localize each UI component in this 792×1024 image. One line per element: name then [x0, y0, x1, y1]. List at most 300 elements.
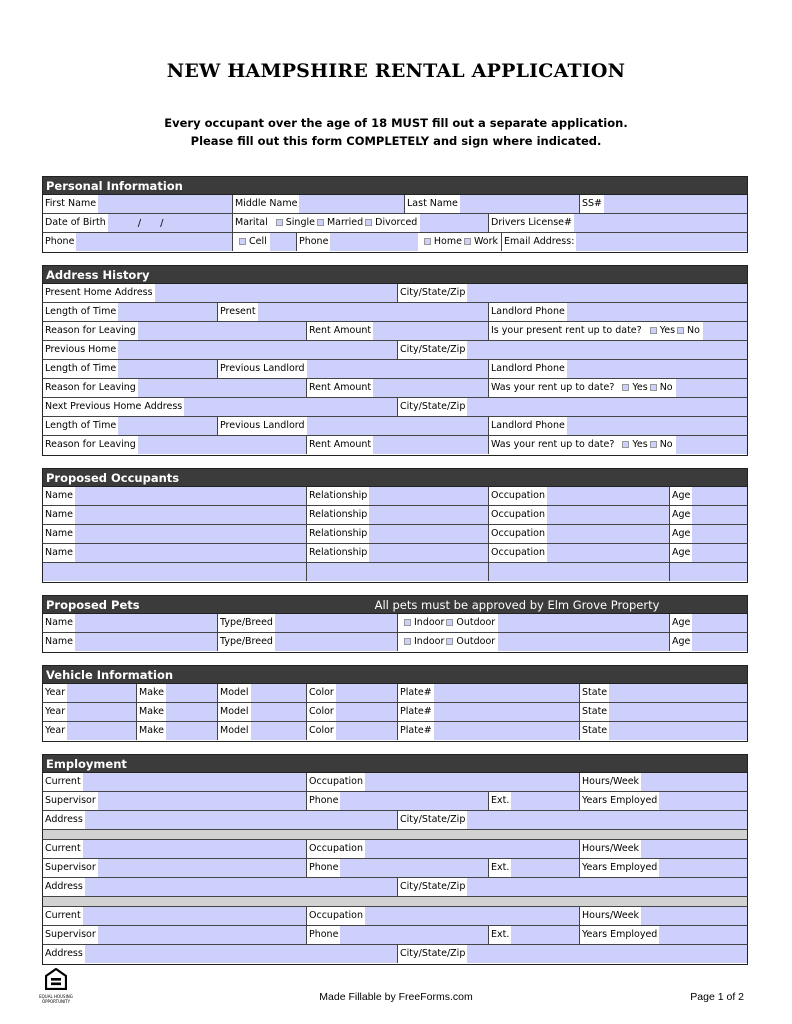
- input-field[interactable]: [434, 722, 579, 740]
- input-field[interactable]: [85, 945, 397, 963]
- field-supervisor: [43, 926, 306, 944]
- form-row: [42, 811, 748, 830]
- form-row: [42, 945, 748, 964]
- input-field[interactable]: [138, 436, 306, 454]
- field-blank: [43, 563, 306, 581]
- field-label: Length of Time: [43, 417, 118, 435]
- field-label: Length of Time: [43, 303, 118, 321]
- section-vehicle-information: [42, 665, 748, 742]
- input-field[interactable]: [75, 525, 306, 543]
- input-field[interactable]: [76, 233, 232, 251]
- form-row: [42, 195, 748, 214]
- field-cell: [232, 233, 296, 251]
- field-relationship: [306, 525, 488, 543]
- field-label: Was your rent up to date?: [489, 436, 616, 454]
- instruction-line-2: Please fill out this form COMPLETELY and sign where indicated.: [190, 134, 602, 148]
- field-is-your-present-rent-up-to-date: [488, 322, 747, 340]
- input-field[interactable]: [373, 379, 488, 397]
- field-label: Supervisor: [43, 926, 98, 944]
- field-label: City/State/Zip: [398, 284, 467, 302]
- input-field[interactable]: [511, 926, 579, 944]
- field-label: Make: [137, 684, 166, 702]
- input-field[interactable]: [498, 633, 669, 651]
- field-label: Year: [43, 703, 67, 721]
- field-ext: [488, 792, 579, 810]
- field-city-state-zip: [397, 811, 747, 829]
- field-type-breed: [217, 633, 397, 651]
- form-row: [42, 684, 748, 703]
- field-model: [217, 703, 306, 721]
- input-field[interactable]: [460, 195, 579, 213]
- checkbox-group: [270, 214, 421, 232]
- input-field[interactable]: [75, 506, 306, 524]
- checkbox-home[interactable]: [424, 238, 431, 245]
- input-field[interactable]: [609, 703, 747, 721]
- checkbox-label: Yes: [659, 325, 676, 336]
- field-label: Occupation: [489, 487, 547, 505]
- form-row: [42, 506, 748, 525]
- input-field[interactable]: [498, 614, 669, 632]
- field-label: Last Name: [405, 195, 460, 213]
- field-name: [43, 525, 306, 543]
- field-hours-week: [579, 907, 747, 925]
- form-row: [42, 487, 748, 506]
- input-field[interactable]: [118, 341, 397, 359]
- field-label: Date of Birth: [43, 214, 108, 232]
- checkbox-single[interactable]: [276, 219, 283, 226]
- input-field[interactable]: [369, 487, 488, 505]
- form-row: [42, 722, 748, 741]
- field-label: Model: [218, 684, 251, 702]
- input-field[interactable]: [576, 233, 747, 251]
- input-field[interactable]: [609, 722, 747, 740]
- field-label: Years Employed: [580, 792, 659, 810]
- input-field[interactable]: [670, 563, 747, 581]
- section-header: [42, 754, 748, 773]
- input-field[interactable]: [275, 614, 397, 632]
- field-city-state-zip: [397, 341, 747, 359]
- checkbox-yes[interactable]: [622, 384, 629, 391]
- field-current: [43, 907, 306, 925]
- input-field[interactable]: [703, 322, 747, 340]
- section-title: Personal Information: [46, 179, 183, 193]
- checkbox-yes[interactable]: [650, 327, 657, 334]
- field-relationship: [306, 487, 488, 505]
- field-label: Previous Landlord: [218, 417, 307, 435]
- field-drivers-license: [488, 214, 747, 232]
- field-blank: [488, 563, 669, 581]
- checkbox-group: [233, 233, 270, 251]
- input-field[interactable]: [609, 684, 747, 702]
- input-field[interactable]: [467, 878, 747, 896]
- checkbox-label: Yes: [632, 382, 648, 393]
- input-field[interactable]: [365, 840, 579, 858]
- section-title: Employment: [46, 757, 127, 771]
- input-field[interactable]: [340, 792, 488, 810]
- field-state: [579, 722, 747, 740]
- checkbox-no[interactable]: [650, 441, 657, 448]
- form-row: [42, 233, 748, 252]
- input-field[interactable]: [83, 840, 306, 858]
- section-title: Proposed Pets: [46, 598, 140, 612]
- input-field[interactable]: [85, 878, 397, 896]
- field-phone: [43, 233, 232, 251]
- checkbox-label: Outdoor: [456, 636, 496, 647]
- input-field[interactable]: [155, 284, 397, 302]
- field-label: Relationship: [307, 506, 369, 524]
- input-field[interactable]: [659, 792, 747, 810]
- input-field[interactable]: [434, 684, 579, 702]
- field-label: Color: [307, 703, 336, 721]
- section-header: [42, 176, 748, 195]
- input-field[interactable]: / /: [108, 214, 232, 232]
- checkbox-indoor[interactable]: [404, 638, 411, 645]
- field-label: Marital: [233, 214, 270, 232]
- input-field[interactable]: [330, 233, 417, 251]
- field-previous-home: [43, 341, 397, 359]
- input-field[interactable]: [676, 379, 747, 397]
- checkbox-no[interactable]: [650, 384, 657, 391]
- field-state: [579, 684, 747, 702]
- input-field[interactable]: [547, 487, 669, 505]
- equal-housing-text: EQUAL HOUSING OPPORTUNITY: [39, 994, 73, 1004]
- input-field[interactable]: [75, 487, 306, 505]
- input-field[interactable]: [676, 436, 747, 454]
- field-label: Plate#: [398, 703, 434, 721]
- field-email-address: [501, 233, 747, 251]
- field-label: Present Home Address: [43, 284, 155, 302]
- checkbox-label: Indoor: [414, 617, 445, 628]
- form-row: [42, 379, 748, 398]
- input-field[interactable]: [166, 722, 217, 740]
- input-field[interactable]: [574, 214, 747, 232]
- input-field[interactable]: [67, 703, 136, 721]
- input-field[interactable]: [98, 195, 232, 213]
- field-year: [43, 684, 136, 702]
- input-field[interactable]: [307, 360, 488, 378]
- form-row: [42, 859, 748, 878]
- field-label: Occupation: [307, 773, 365, 791]
- input-field[interactable]: [641, 907, 747, 925]
- field-label: Previous Home: [43, 341, 118, 359]
- row-separator: [42, 830, 748, 840]
- field-label: Next Previous Home Address: [43, 398, 184, 416]
- input-field[interactable]: [118, 360, 217, 378]
- input-field[interactable]: [511, 859, 579, 877]
- input-field[interactable]: [75, 544, 306, 562]
- field-label: Name: [43, 487, 75, 505]
- field-age: [669, 525, 747, 543]
- field-previous-landlord: [217, 360, 488, 378]
- input-field[interactable]: [258, 303, 488, 321]
- field-indoor-outdoor: [397, 633, 669, 651]
- field-label: Landlord Phone: [489, 360, 567, 378]
- field-label: Supervisor: [43, 792, 98, 810]
- input-field[interactable]: [467, 398, 747, 416]
- checkbox-divorced[interactable]: [365, 219, 372, 226]
- input-field[interactable]: [75, 633, 217, 651]
- field-indoor-outdoor: [397, 614, 669, 632]
- input-field[interactable]: [567, 360, 747, 378]
- field-date-of-birth: [43, 214, 232, 232]
- input-field[interactable]: [467, 945, 747, 963]
- input-field[interactable]: [467, 341, 747, 359]
- checkbox-cell[interactable]: [239, 238, 246, 245]
- field-label: Year: [43, 722, 67, 740]
- input-field[interactable]: [692, 525, 747, 543]
- field-label: Occupation: [489, 544, 547, 562]
- input-field[interactable]: [75, 614, 217, 632]
- input-field[interactable]: [373, 322, 488, 340]
- checkbox-outdoor[interactable]: [446, 638, 453, 645]
- field-length-of-time: [43, 303, 217, 321]
- field-current: [43, 840, 306, 858]
- input-field[interactable]: [98, 859, 306, 877]
- field-label: Occupation: [307, 840, 365, 858]
- input-field[interactable]: [369, 544, 488, 562]
- input-field[interactable]: [118, 417, 217, 435]
- field-label: Plate#: [398, 722, 434, 740]
- form-row: [42, 633, 748, 652]
- field-label: Phone: [307, 792, 340, 810]
- input-field[interactable]: [251, 722, 306, 740]
- field-label: Type/Breed: [218, 633, 275, 651]
- field-length-of-time: [43, 417, 217, 435]
- field-relationship: [306, 506, 488, 524]
- input-field[interactable]: [567, 417, 747, 435]
- input-field[interactable]: [692, 506, 747, 524]
- form-row: [42, 322, 748, 341]
- field-label: Age: [670, 614, 692, 632]
- form-row: [42, 773, 748, 792]
- input-field[interactable]: [567, 303, 747, 321]
- form-row: [42, 214, 748, 233]
- field-relationship: [306, 544, 488, 562]
- input-field[interactable]: [83, 773, 306, 791]
- field-reason-for-leaving: [43, 436, 306, 454]
- input-field[interactable]: [299, 195, 404, 213]
- field-city-state-zip: [397, 945, 747, 963]
- field-label: Ext.: [489, 926, 511, 944]
- checkbox-indoor[interactable]: [404, 619, 411, 626]
- checkbox-yes[interactable]: [622, 441, 629, 448]
- field-label: Occupation: [307, 907, 365, 925]
- input-field[interactable]: [659, 859, 747, 877]
- field-ext: [488, 926, 579, 944]
- input-field[interactable]: [692, 633, 747, 651]
- field-rent-amount: [306, 322, 488, 340]
- input-field[interactable]: [692, 487, 747, 505]
- field-label: Phone: [43, 233, 76, 251]
- field-label: Landlord Phone: [489, 303, 567, 321]
- checkbox-outdoor[interactable]: [446, 619, 453, 626]
- field-phone: [296, 233, 501, 251]
- field-label: First Name: [43, 195, 98, 213]
- input-field[interactable]: [166, 684, 217, 702]
- field-label: SS#: [580, 195, 604, 213]
- field-label: City/State/Zip: [398, 341, 467, 359]
- field-name: [43, 487, 306, 505]
- field-label: Phone: [307, 859, 340, 877]
- field-label: Years Employed: [580, 926, 659, 944]
- input-field[interactable]: [336, 722, 397, 740]
- form-row: [42, 398, 748, 417]
- input-field[interactable]: [184, 398, 397, 416]
- field-years-employed: [579, 926, 747, 944]
- field-label: Rent Amount: [307, 379, 373, 397]
- field-rent-amount: [306, 436, 488, 454]
- field-name: [43, 633, 217, 651]
- input-field[interactable]: [275, 633, 397, 651]
- field-label: Make: [137, 722, 166, 740]
- input-field[interactable]: [467, 811, 747, 829]
- input-field[interactable]: [67, 722, 136, 740]
- input-field[interactable]: [307, 563, 488, 581]
- checkbox-group: [398, 614, 498, 632]
- input-field[interactable]: [420, 214, 488, 232]
- field-ext: [488, 859, 579, 877]
- field-years-employed: [579, 859, 747, 877]
- checkbox-married[interactable]: [317, 219, 324, 226]
- field-label: Address: [43, 945, 85, 963]
- input-field[interactable]: [270, 233, 296, 251]
- row-separator: [42, 897, 748, 907]
- field-label: Occupation: [489, 506, 547, 524]
- checkbox-label: Divorced: [375, 217, 418, 228]
- input-field[interactable]: [369, 506, 488, 524]
- input-field[interactable]: [369, 525, 488, 543]
- field-city-state-zip: [397, 284, 747, 302]
- input-field[interactable]: [98, 926, 306, 944]
- field-reason-for-leaving: [43, 379, 306, 397]
- input-field[interactable]: [659, 926, 747, 944]
- field-years-employed: [579, 792, 747, 810]
- input-field[interactable]: [307, 417, 488, 435]
- checkbox-label: Home: [433, 236, 462, 247]
- input-field[interactable]: [340, 926, 488, 944]
- checkbox-work[interactable]: [464, 238, 471, 245]
- field-phone: [306, 792, 488, 810]
- input-field[interactable]: [251, 703, 306, 721]
- field-age: [669, 487, 747, 505]
- input-field[interactable]: [336, 703, 397, 721]
- field-label: Color: [307, 722, 336, 740]
- section-title: Vehicle Information: [46, 668, 174, 682]
- form-row: [42, 303, 748, 322]
- input-field[interactable]: [85, 811, 397, 829]
- field-color: [306, 722, 397, 740]
- field-label: Phone: [297, 233, 330, 251]
- form-row: [42, 341, 748, 360]
- input-field[interactable]: [365, 773, 579, 791]
- input-field[interactable]: [434, 703, 579, 721]
- input-field[interactable]: [138, 379, 306, 397]
- input-field[interactable]: [547, 506, 669, 524]
- input-field[interactable]: [138, 322, 306, 340]
- input-field[interactable]: [641, 773, 747, 791]
- field-label: Was your rent up to date?: [489, 379, 616, 397]
- input-field[interactable]: [43, 563, 306, 581]
- field-plate: [397, 684, 579, 702]
- field-year: [43, 703, 136, 721]
- field-occupation: [488, 544, 669, 562]
- field-next-previous-home-address: [43, 398, 397, 416]
- form-row: [42, 284, 748, 303]
- input-field[interactable]: [604, 195, 747, 213]
- field-model: [217, 684, 306, 702]
- field-label: Present: [218, 303, 258, 321]
- field-current: [43, 773, 306, 791]
- form-row: [42, 792, 748, 811]
- input-field[interactable]: [373, 436, 488, 454]
- input-field[interactable]: [467, 284, 747, 302]
- field-blank: [669, 563, 747, 581]
- field-was-your-rent-up-to-date: [488, 436, 747, 454]
- input-field[interactable]: [98, 792, 306, 810]
- field-city-state-zip: [397, 878, 747, 896]
- input-field[interactable]: [489, 563, 669, 581]
- field-label: State: [580, 684, 609, 702]
- footer-credit: Made Fillable by FreeForms.com: [319, 991, 473, 1003]
- checkbox-label: Cell: [249, 236, 267, 247]
- field-label: City/State/Zip: [398, 811, 467, 829]
- input-field[interactable]: [692, 544, 747, 562]
- field-label: Model: [218, 703, 251, 721]
- field-label: Length of Time: [43, 360, 118, 378]
- input-field[interactable]: [547, 525, 669, 543]
- checkbox-no[interactable]: [677, 327, 684, 334]
- input-field[interactable]: [365, 907, 579, 925]
- input-field[interactable]: [336, 684, 397, 702]
- field-label: Hours/Week: [580, 773, 641, 791]
- form-row: [42, 907, 748, 926]
- field-label: Current: [43, 840, 83, 858]
- field-label: Drivers License#: [489, 214, 574, 232]
- field-label: Email Address:: [502, 233, 576, 251]
- field-city-state-zip: [397, 398, 747, 416]
- field-label: Relationship: [307, 525, 369, 543]
- input-field[interactable]: [641, 840, 747, 858]
- input-field[interactable]: [547, 544, 669, 562]
- field-label: Is your present rent up to date?: [489, 322, 644, 340]
- input-field[interactable]: [511, 792, 579, 810]
- section-header: [42, 665, 748, 684]
- input-field[interactable]: [166, 703, 217, 721]
- field-label: Name: [43, 544, 75, 562]
- field-label: State: [580, 722, 609, 740]
- field-type-breed: [217, 614, 397, 632]
- input-field[interactable]: [340, 859, 488, 877]
- field-label: Age: [670, 633, 692, 651]
- input-field[interactable]: [692, 614, 747, 632]
- instruction-line-1: Every occupant over the age of 18 MUST fill out a separate application.: [164, 116, 628, 130]
- input-field[interactable]: [83, 907, 306, 925]
- field-make: [136, 684, 217, 702]
- field-label: Type/Breed: [218, 614, 275, 632]
- field-label: State: [580, 703, 609, 721]
- form-row: [42, 417, 748, 436]
- field-label: Make: [137, 703, 166, 721]
- input-field[interactable]: [118, 303, 217, 321]
- field-label: City/State/Zip: [398, 878, 467, 896]
- field-label: Plate#: [398, 684, 434, 702]
- field-label: Reason for Leaving: [43, 379, 138, 397]
- input-field[interactable]: [251, 684, 306, 702]
- field-phone: [306, 926, 488, 944]
- checkbox-group: [644, 322, 703, 340]
- field-label: Address: [43, 811, 85, 829]
- input-field[interactable]: [67, 684, 136, 702]
